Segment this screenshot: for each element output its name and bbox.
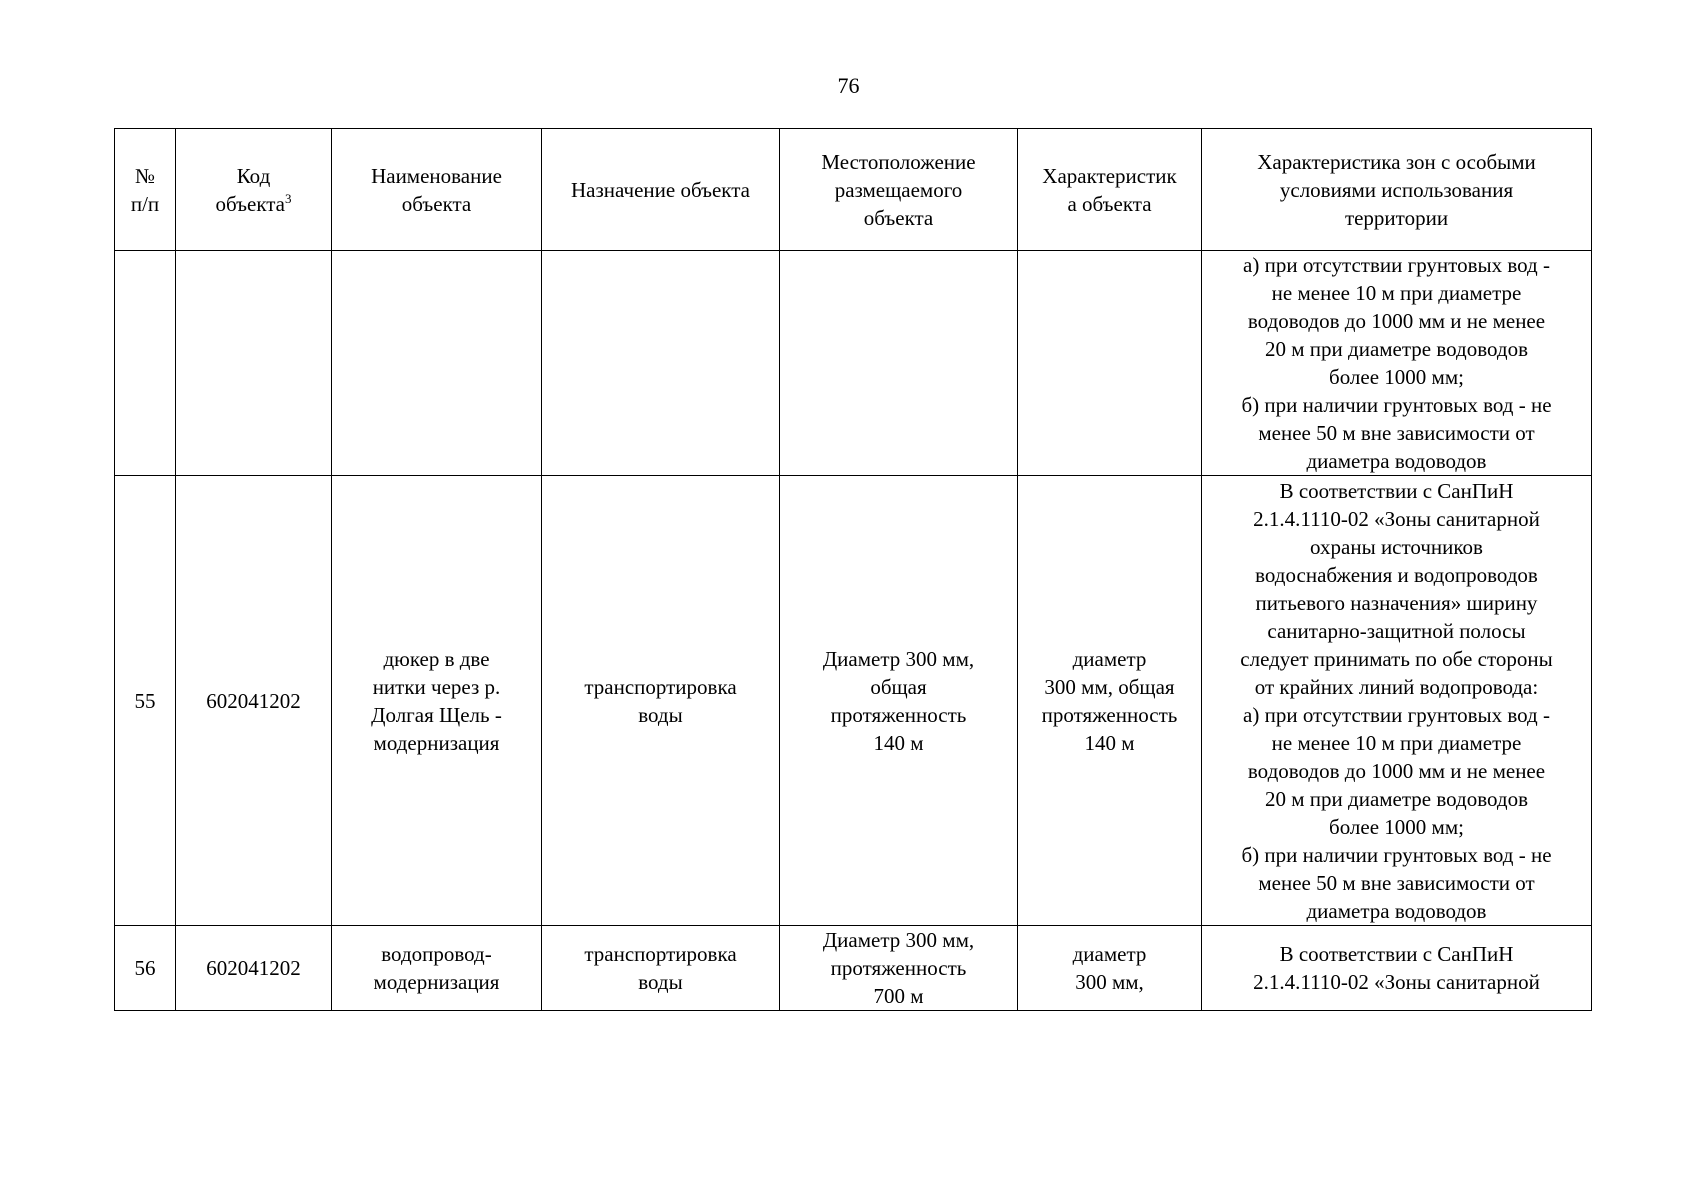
zone-line: а) при отсутствии грунтовых вод -	[1243, 253, 1550, 277]
cell-code: 602041202	[176, 926, 332, 1011]
zone-line: диаметра водоводов	[1306, 898, 1487, 923]
header-name-line: Наименование	[371, 163, 502, 188]
zone-line: б) при наличии грунтовых вод - не	[1241, 842, 1552, 867]
name-line: модернизация	[373, 730, 500, 755]
header-location-line: Местоположение	[821, 149, 976, 174]
purpose-line: транспортировка	[584, 674, 737, 699]
characteristic-line: протяженность	[1041, 702, 1178, 727]
zone-line: менее 50 м вне зависимости от	[1258, 421, 1535, 445]
zone-line: б) при наличии грунтовых вод - не	[1241, 393, 1552, 417]
zone-line: не менее 10 м при диаметре	[1271, 730, 1522, 755]
cell-characteristic	[1018, 926, 1202, 1011]
header-zone-line: условиями использования	[1279, 177, 1514, 202]
header-code-line: Код	[236, 163, 271, 188]
header-code-text: объекта	[215, 191, 286, 216]
name-line: Долгая Щель -	[371, 702, 502, 727]
cell-purpose	[542, 926, 780, 1011]
zone-line: не менее 10 м при диаметре	[1271, 281, 1522, 305]
header-purpose-line: Назначение объекта	[571, 177, 750, 202]
zone-line: 20 м при диаметре водоводов	[1265, 337, 1528, 361]
cell-zone	[1202, 251, 1592, 476]
cell-name	[332, 251, 542, 476]
cell-name	[332, 926, 542, 1011]
header-purpose	[542, 129, 780, 251]
purpose-line: воды	[638, 702, 683, 727]
zone-line: диаметра водоводов	[1306, 449, 1487, 473]
page-number: 76	[837, 73, 860, 98]
cell-characteristic	[1018, 476, 1202, 926]
location-line: протяженность	[830, 956, 967, 980]
header-code	[176, 129, 332, 251]
characteristic-line: диаметр	[1072, 646, 1147, 671]
zone-line: более 1000 мм;	[1329, 365, 1464, 389]
header-characteristic	[1018, 129, 1202, 251]
cell-zone	[1202, 926, 1592, 1011]
zone-line: водоводов до 1000 мм и не менее	[1247, 758, 1546, 783]
zone-line: следует принимать по обе стороны	[1240, 646, 1553, 671]
purpose-line: транспортировка	[584, 942, 737, 966]
header-characteristic-line: Характеристик	[1042, 163, 1177, 188]
name-line: нитки через р.	[372, 674, 501, 699]
location-line: Диаметр 300 мм,	[822, 646, 975, 671]
cell-num: 56	[115, 926, 176, 1011]
cell-code	[176, 251, 332, 476]
cell-purpose	[542, 251, 780, 476]
purpose-line: воды	[638, 970, 683, 994]
cell-characteristic	[1018, 251, 1202, 476]
objects-table	[114, 128, 1592, 1011]
location-line: 700 м	[873, 984, 924, 1008]
cell-location	[780, 476, 1018, 926]
cell-zone	[1202, 476, 1592, 926]
table-row	[115, 926, 1592, 1011]
header-location-line: размещаемого	[834, 177, 963, 202]
header-location	[780, 129, 1018, 251]
header-name-line: объекта	[401, 191, 472, 216]
cell-num	[115, 251, 176, 476]
header-num	[115, 129, 176, 251]
name-line: водопровод-	[381, 942, 492, 966]
name-line: модернизация	[373, 970, 500, 994]
footnote-marker: 3	[285, 190, 292, 206]
header-num-line: №	[134, 163, 156, 188]
location-line: протяженность	[830, 702, 967, 727]
zone-line: водоводов до 1000 мм и не менее	[1247, 309, 1546, 333]
table-header-row	[115, 129, 1592, 251]
header-name	[332, 129, 542, 251]
zone-line: а) при отсутствии грунтовых вод -	[1243, 702, 1550, 727]
zone-line: санитарно-защитной полосы	[1267, 618, 1526, 643]
cell-purpose	[542, 476, 780, 926]
zone-line: водоснабжения и водопроводов	[1255, 562, 1538, 587]
name-line: дюкер в две	[383, 646, 490, 671]
zone-line: 2.1.4.1110-02 «Зоны санитарной	[1253, 506, 1540, 531]
characteristic-line: 300 мм, общая	[1044, 674, 1175, 699]
header-num-line: п/п	[130, 191, 160, 216]
header-characteristic-line: а объекта	[1067, 191, 1152, 216]
table-row	[115, 476, 1592, 926]
header-code-line	[182, 190, 325, 218]
zone-line: от крайних линий водопровода:	[1254, 674, 1539, 699]
zone-line: 2.1.4.1110-02 «Зоны санитарной	[1253, 970, 1540, 994]
zone-line: 20 м при диаметре водоводов	[1265, 786, 1528, 811]
cell-location	[780, 926, 1018, 1011]
cell-code: 602041202	[176, 476, 332, 926]
location-line: общая	[870, 674, 927, 699]
location-line: Диаметр 300 мм,	[822, 928, 975, 952]
zone-line: В соответствии с СанПиН	[1279, 478, 1514, 503]
characteristic-line: 300 мм,	[1075, 970, 1144, 994]
characteristic-line: 140 м	[1084, 730, 1135, 755]
cell-name	[332, 476, 542, 926]
zone-line: менее 50 м вне зависимости от	[1258, 870, 1535, 895]
header-zone	[1202, 129, 1592, 251]
zone-line: охраны источников	[1310, 534, 1483, 559]
header-zone-line: Характеристика зон с особыми	[1257, 149, 1536, 174]
location-line: 140 м	[873, 730, 924, 755]
zone-line: В соответствии с СанПиН	[1279, 942, 1514, 966]
cell-location	[780, 251, 1018, 476]
cell-num: 55	[115, 476, 176, 926]
zone-line: питьевого назначения» ширину	[1255, 590, 1538, 615]
table-row-continuation	[115, 251, 1592, 476]
header-location-line: объекта	[863, 205, 934, 230]
characteristic-line: диаметр	[1072, 942, 1147, 966]
zone-line: более 1000 мм;	[1329, 814, 1464, 839]
header-zone-line: территории	[1344, 205, 1449, 230]
